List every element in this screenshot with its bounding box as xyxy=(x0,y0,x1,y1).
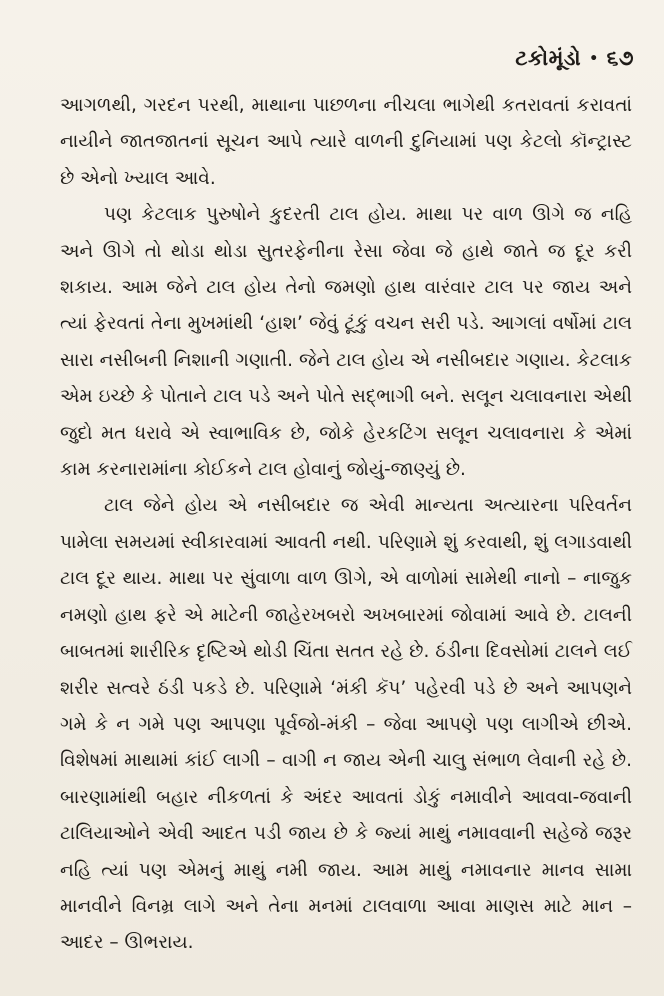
paragraph-2: પણ કેટલાક પુરુષોને કુદરતી ટાલ હોય. માથા પર વાળ ઊગે જ નહિ અને ઊગે તો થોડા થોડા સુતરફેનીના રેસા જેવા જે હાથે જાતે જ દૂર કરી શકાય. આમ જેને ટાલ હોય તેનો જમણો હાથ વારંવાર ટાલ પર જાય અને ત્યાં ફેરવતાં તેના મુખમાંથી ‘હાશ’ જેવું ટૂંકું વચન સરી પડે. આગલાં વર્ષોમાં ટાલ સારા નસીબની નિશાની ગણાતી. જેને ટાલ હોય એ નસીબદાર ગણાય. કેટલાક એમ ઇચ્છે કે પોતાને ટાલ પડે અને પોતે સદ્ભાગી બને. સલૂન ચલાવનારા એથી જુદો મત ધરાવે એ સ્વાભાવિક છે, જોકે હેરકટિંગ સલૂન ચલાવનારા કે એમાં કામ કરનારામાંના કોઈકને ટાલ હોવાનું જોયું-જાણ્યું છે. xyxy=(60,204,632,481)
running-header-title: ટકોમૂંડો xyxy=(515,46,582,70)
header-bullet: • xyxy=(589,50,599,67)
page-body xyxy=(60,88,632,962)
page-number: ૬૭ xyxy=(606,46,634,70)
paragraph-1: આગળથી, ગરદન પરથી, માથાના પાછળના નીચલા ભાગેથી કતરાવતાં કરાવતાં નાયીને જાતજાતનાં સૂચન આપે ત્યારે વાળની દુનિયામાં પણ કેટલો કૉન્ટ્રાસ્ટ છે એનો ખ્યાલ આવે. xyxy=(60,95,632,189)
paragraph-3: ટાલ જેને હોય એ નસીબદાર જ એવી માન્યતા અત્યારના પરિવર્તન પામેલા સમયમાં સ્વીકારવામાં આવતી નથી. પરિણામે શું કરવાથી, શું લગાડવાથી ટાલ દૂર થાય. માથા પર સુંવાળા વાળ ઊગે, એ વાળોમાં સામેથી નાનો – નાજુક નમણો હાથ ફરે એ માટેની જાહેરખબરો અખબારમાં જોવામાં આવે છે. ટાલની બાબતમાં શારીરિક દૃષ્ટિએ થોડી ચિંતા સતત રહે છે. ઠંડીના દિવસોમાં ટાલને લઈ શરીર સત્વરે ઠંડી પકડે છે. પરિણામે ‘મંકી કૅપ’ પહેરવી પડે છે અને આપણને ગમે કે ન ગમે પણ આપણા પૂર્વજો-મંકી – જેવા આપણે પણ લાગીએ છીએ. વિશેષમાં માથામાં કાંઈ લાગી – વાગી ન જાય એની ચાલુ સંભાળ લેવાની રહે છે. બારણામાંથી બહાર નીકળતાં કે અંદર આવતાં ડોકું નમાવીને આવવા-જવાની ટાલિયાઓને એવી આદત પડી જાય છે કે જ્યાં માથું નમાવવાની સહેજે જરૂર નહિ ત્યાં પણ એમનું માથું નમી જાય. આમ માથું નમાવનાર માનવ સામા માનવીને વિનમ્ર લાગે અને તેના મનમાં ટાલવાળા આવા માણસ માટે માન – આદર – ઊભરાય. xyxy=(60,495,632,954)
running-header xyxy=(515,46,634,71)
